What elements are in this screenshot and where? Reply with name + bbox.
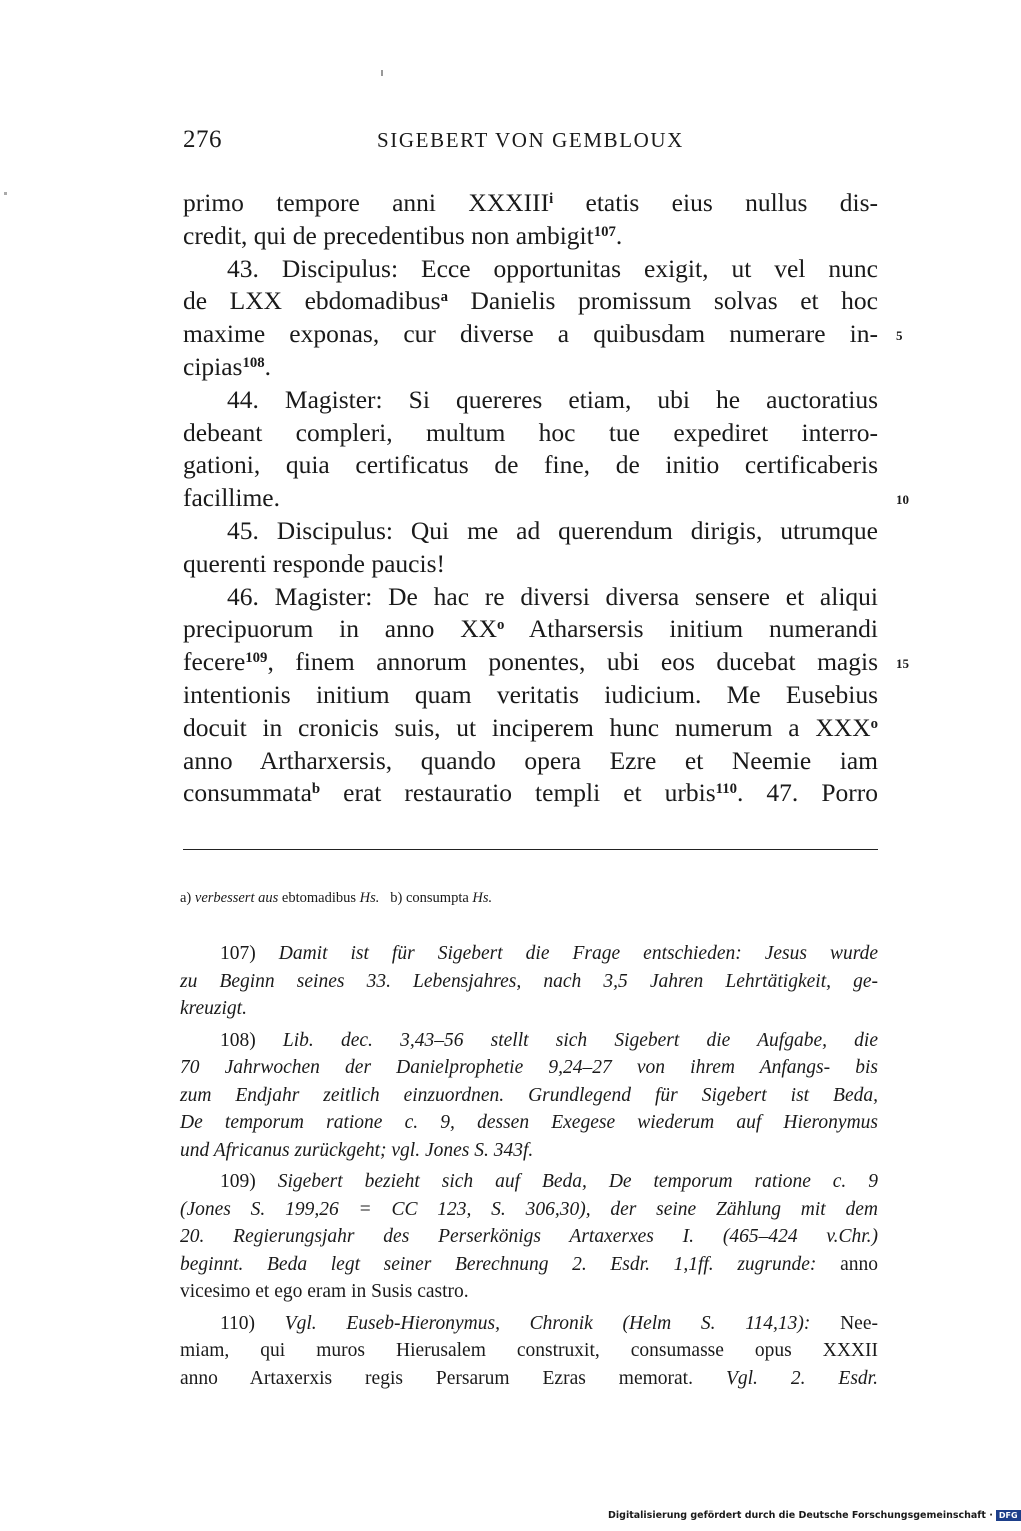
text-line xyxy=(183,187,878,220)
footnote-line xyxy=(180,1137,878,1165)
text-line xyxy=(183,318,878,351)
footnote-line xyxy=(180,1365,878,1393)
footnote-line xyxy=(180,1168,878,1196)
footnote-marker: o xyxy=(870,715,878,732)
footnote-run: De temporum ratione c. 9, dessen Exegese wiederum auf Hieronymus xyxy=(180,1112,878,1133)
digitization-credit xyxy=(608,1510,1021,1521)
text-run: intentionis initium quam veritatis iudicium. Me Eusebius xyxy=(183,679,878,709)
footnote-rule xyxy=(183,849,878,850)
dfg-logo: DFG xyxy=(996,1510,1021,1521)
footnote-line xyxy=(180,1278,878,1306)
footnote-run: Lib. dec. 3,43–56 stellt sich Sigebert die Aufgabe, die xyxy=(282,1029,878,1051)
text-run: 46. Magister: De hac re diversi diversa sensere et aliqui xyxy=(227,581,878,611)
text-run: querenti responde paucis! xyxy=(183,548,445,578)
main-text xyxy=(183,187,878,810)
text-line xyxy=(183,581,878,614)
apparatus-a-label: a) xyxy=(180,890,192,906)
text-run: Atharsersis initium numerandi xyxy=(504,614,878,644)
footnote-run: zum Endjahr zeitlich einzuordnen. Grundlegend für Sigebert ist Beda, xyxy=(180,1084,878,1106)
footnote-run: anno Artaxerxis regis Persarum Ezras memorat. xyxy=(180,1367,726,1389)
footnote-line xyxy=(180,1082,878,1110)
footnote-run: Sigebert bezieht sich auf Beda, De temporum ratione c. 9 xyxy=(277,1171,878,1192)
text-line xyxy=(183,253,878,286)
footnote-run: Damit ist für Sigebert die Frage entschieden: Jesus wurde xyxy=(278,943,878,964)
footnote-run: 107) xyxy=(220,943,279,964)
text-run: 43. Discipulus: Ecce opportunitas exigit, ut vel nunc xyxy=(227,253,878,283)
text-line xyxy=(183,220,878,253)
footnote-marker: 110 xyxy=(715,781,738,798)
line-number: 10 xyxy=(896,492,909,508)
apparatus-b-source: Hs. xyxy=(472,890,493,906)
text-line xyxy=(183,449,878,482)
footnote-line xyxy=(180,940,878,968)
text-run: . xyxy=(264,351,272,381)
text-line xyxy=(183,417,878,450)
text-run: erat restauratio templi et urbis xyxy=(320,778,716,808)
text-run: docuit in cronicis suis, ut inciperem hunc numerum a XXX xyxy=(183,712,871,742)
page-header xyxy=(183,126,878,160)
footnote-run: anno xyxy=(840,1253,878,1275)
text-run: de LXX ebdomadibus xyxy=(183,286,441,316)
footnote-line xyxy=(180,995,878,1023)
text-run: credit, qui de precedentibus non ambigit xyxy=(183,220,594,250)
footnote-run: kreuzigt. xyxy=(180,998,247,1019)
footnote-run: Nee- xyxy=(840,1312,878,1334)
text-run: maxime exponas, cur diverse a quibusdam numerare in- xyxy=(183,319,878,349)
text-run: fecere xyxy=(183,647,246,677)
footnote-line xyxy=(180,1310,878,1338)
text-line xyxy=(183,384,878,417)
footnote-run: 70 Jahrwochen der Danielprophetie 9,24–27 von ihrem Anfangs- bis xyxy=(180,1057,878,1078)
text-run: debeant compleri, multum hoc tue expediret interro- xyxy=(183,417,878,447)
footnote-run: miam, qui muros Hierusalem construxit, consumasse opus XXXII xyxy=(180,1340,878,1361)
text-run: consummata xyxy=(183,778,312,808)
apparatus-b-label: b) xyxy=(390,890,403,906)
footnote-run: und Africanus zurückgeht; vgl. Jones S. 343f. xyxy=(180,1139,534,1161)
footnote-line xyxy=(180,1223,878,1251)
footnote-marker: b xyxy=(311,781,321,798)
text-line xyxy=(183,285,878,318)
footnote-marker: o xyxy=(497,617,505,634)
text-line xyxy=(183,613,878,646)
text-run: 45. Discipulus: Qui me ad querendum dirigis, utrumque xyxy=(227,515,878,545)
footnote-run: 110) xyxy=(220,1312,285,1334)
footnote-marker: i xyxy=(549,190,554,207)
text-run: gationi, quia certificatus de fine, de initio certificaberis xyxy=(183,450,878,480)
text-run: cipias xyxy=(183,351,243,381)
text-line xyxy=(183,515,878,548)
scan-artifact xyxy=(381,70,383,76)
footnote-run: beginnt. Beda legt seiner Berechnung 2. Esdr. 1,1ff. zugrunde: xyxy=(180,1253,841,1275)
text-run: 44. Magister: Si quereres etiam, ubi he auctoratius xyxy=(227,384,878,414)
apparatus-b-word: consumpta xyxy=(405,890,469,906)
footnote-line xyxy=(180,1054,878,1082)
text-line xyxy=(183,745,878,778)
footnote-run: 108) xyxy=(220,1029,283,1051)
footnote-run: Vgl. Euseb-Hieronymus, Chronik (Helm S. 114,13): xyxy=(284,1312,841,1334)
footnote-line xyxy=(180,968,878,996)
text-line xyxy=(183,777,878,810)
apparatus-a-source: Hs. xyxy=(359,890,380,906)
text-line xyxy=(183,351,878,384)
text-run: . 47. Porro xyxy=(737,778,879,808)
text-line xyxy=(183,646,878,679)
apparatus-a-remark: verbessert aus xyxy=(194,890,279,906)
text-run: etatis eius nullus dis- xyxy=(553,188,878,217)
footnote-line xyxy=(180,1337,878,1365)
footnote-marker: 108 xyxy=(242,354,265,371)
text-run: Danielis promissum solvas et hoc xyxy=(447,286,878,316)
page-number: 276 xyxy=(183,126,222,153)
footnote-run: 20. Regierungsjahr des Perserkönigs Artaxerxes I. (465–424 v.Chr.) xyxy=(180,1226,878,1247)
text-run: facillime. xyxy=(183,483,280,513)
text-line xyxy=(183,712,878,745)
text-run: . xyxy=(615,220,623,250)
footnote-line xyxy=(180,1027,878,1055)
text-line xyxy=(183,679,878,712)
footnote-marker: a xyxy=(440,289,448,306)
text-line xyxy=(183,548,878,581)
apparatus-a-word: ebtomadibus xyxy=(281,890,356,906)
footnote-run: 109) xyxy=(220,1171,278,1192)
footnotes xyxy=(180,940,878,1392)
footnote-run: zu Beginn seines 33. Lebensjahres, nach 3,5 Jahren Lehrtätigkeit, ge- xyxy=(180,970,878,992)
footnote-line xyxy=(180,1196,878,1224)
credit-text: Digitalisierung gefördert durch die Deutsche Forschungsgemeinschaft · xyxy=(608,1510,993,1521)
text-run: precipuorum in anno XX xyxy=(183,614,498,644)
text-run: , finem annorum ponentes, ubi eos ducebat magis xyxy=(267,647,878,677)
critical-apparatus xyxy=(180,890,492,907)
footnote-marker: 107 xyxy=(593,223,616,240)
footnote-line xyxy=(180,1251,878,1279)
footnote-marker: 109 xyxy=(245,650,268,667)
scan-artifact xyxy=(4,192,7,195)
footnote-run: (Jones S. 199,26 = CC 123, S. 306,30), der seine Zählung mit dem xyxy=(180,1198,878,1220)
text-line xyxy=(183,482,878,515)
footnote-run: vicesimo et ego eram in Susis castro. xyxy=(180,1281,469,1302)
line-number: 15 xyxy=(896,656,909,672)
footnote-line xyxy=(180,1109,878,1137)
footnote-run: Vgl. 2. Esdr. xyxy=(725,1367,878,1389)
running-head: SIGEBERT VON GEMBLOUX xyxy=(377,128,684,152)
line-number: 5 xyxy=(896,328,903,344)
text-run: primo tempore anni XXXIII xyxy=(183,188,550,217)
text-run: anno Artharxersis, quando opera Ezre et Neemie iam xyxy=(183,745,878,775)
